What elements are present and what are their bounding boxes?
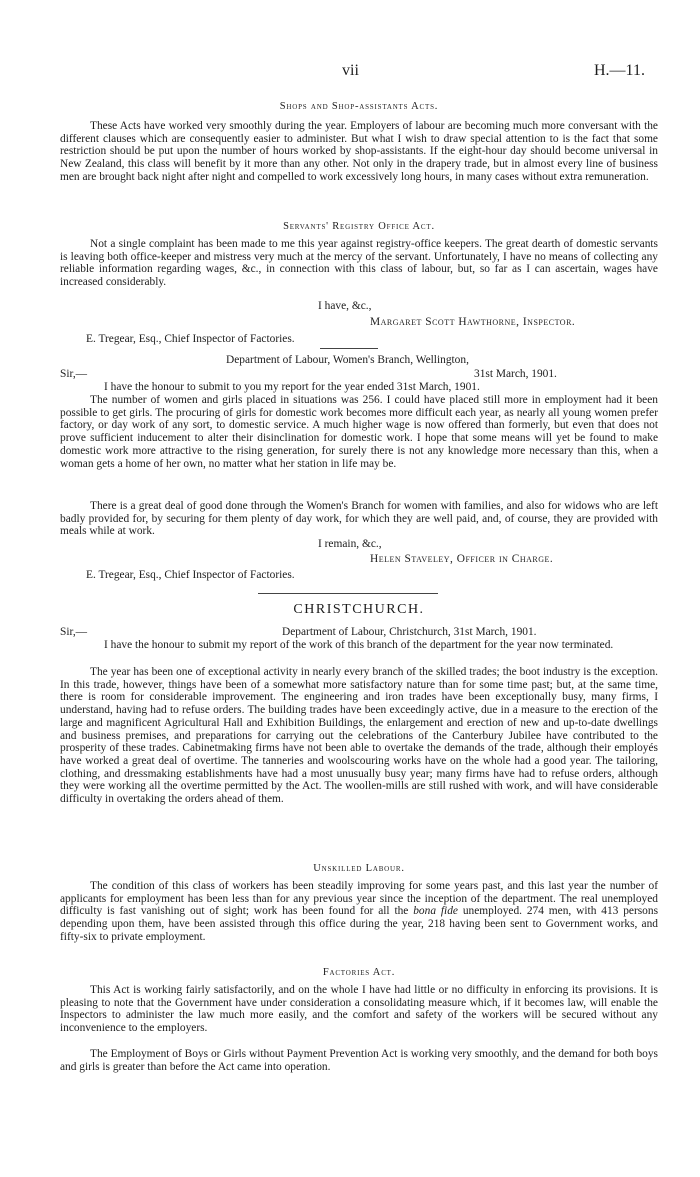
christchurch-p2: The year has been one of exceptional activity in nearly every branch of the skilled trades; the boot industry is the exception. In this trade, however, things have been of a somewhat more satisfactory nature than for some time past; but, at the same time, there is room for considerable improvement. The engineering and iron trades have been exceptionally busy, many firms, I understand, having had to refuse orders. The building trades have been exceedingly active, due in a measure to the erection of the large and magnificent Agricultural Hall and Exhibition Buildings, the enlargement and erection of new and up-to-date dwellings and business premises, and preparations for carrying out the celebrations of the Canterbury Jubilee have contributed to the prosperity of these trades. Cabinetmaking firms have not been able to overtake the demands of the trade, although their employés have worked a great deal of overtime. The tanneries and woolscouring works have on the whole had a good year. The tailoring, clothing, and dressmaking establishments have had a most unusually busy year; many firms have had to refuse orders, although they were working all the overtime permitted by the Act. The woollen-mills are still rushed with work, and will have considerable difficulty in overtaking the orders ahead of them. xyxy=(60,666,658,806)
christchurch-p1: I have the honour to submit my report of the work of this branch of the department for the year now terminated. xyxy=(104,639,614,651)
womens-branch-salutation: Sir,— xyxy=(60,368,88,380)
womens-branch-date: 31st March, 1901. xyxy=(474,368,557,380)
signatory-staveley: Helen Staveley, Officer in Charge. xyxy=(370,553,554,565)
addressee-1: E. Tregear, Esq., Chief Inspector of Factories. xyxy=(86,333,295,345)
christchurch-dept: Department of Labour, Christchurch, 31st March, 1901. xyxy=(282,626,537,638)
unskilled-text-b: unemployed. 274 men, with 413 persons depending upon them, have been assisted through this office during the year, 218 having been sent to Government works, and fifty-six to private employment. xyxy=(60,905,658,943)
christchurch-heading: CHRISTCHURCH. xyxy=(293,602,425,617)
servants-heading: Servants' Registry Office Act. xyxy=(283,221,435,232)
factories-p1: This Act is working fairly satisfactorily, and on the whole I have had little or no difficulty in enforcing its provisions. It is pleasing to note that the Government have under consideration a consolidating measure which, if it becomes law, will enable the Inspectors to administer the law much more easily, and the comfort and safety of the workers will be secured without any inconvenience to the employers. xyxy=(60,984,658,1035)
womens-branch-p3: There is a great deal of good done through the Women's Branch for women with families, and also for widows who are left badly provided for, by securing for them plenty of day work, for which they are well paid, and, of course, they are provided with meals while at work. xyxy=(60,500,658,538)
addressee-2: E. Tregear, Esq., Chief Inspector of Factories. xyxy=(86,569,295,581)
unskilled-italic: bona fide xyxy=(413,905,458,918)
womens-branch-p2: The number of women and girls placed in situations was 256. I could have placed still more in employment had it been possible to get girls. The procuring of girls for domestic work becomes more difficult each year, as nearly all young women prefer factory, or day work of any sort, to domestic service. A much higher wage is now offered than formerly, but even that does not prove sufficient inducement to alter their disinclination for domestic work. I hope that some means will yet be found to make domestic work more attractive to the rising generation, for surely there is not any knowledge more necessary than this, when a woman gets a home of her own, no matter what her station in life may be. xyxy=(60,394,658,470)
page-number: vii xyxy=(342,62,359,79)
womens-branch-dept: Department of Labour, Women's Branch, Wellington, xyxy=(226,354,469,366)
servants-paragraph: Not a single complaint has been made to me this year against registry-office keepers. The great dearth of domestic servants is leaving both office-keeper and mistress very much at the mercy of the servant. Unfortunately, I have no means of collecting any reliable information regarding wages, &c., in connection with this class of labour, but, so far as I can ascertain, wages have increased considerably. xyxy=(60,238,658,289)
factories-heading: Factories Act. xyxy=(322,967,396,978)
section-divider-2 xyxy=(258,593,438,594)
signoff-remain: I remain, &c., xyxy=(318,538,382,550)
womens-branch-p1: I have the honour to submit to you my report for the year ended 31st March, 1901. xyxy=(104,381,480,393)
section-divider xyxy=(320,348,378,349)
signatory-hawthorne: Margaret Scott Hawthorne, Inspector. xyxy=(370,316,576,328)
unskilled-heading: Unskilled Labour. xyxy=(313,863,405,874)
parliamentary-paper-ref: H.—11. xyxy=(594,62,645,79)
christchurch-salutation: Sir,— xyxy=(60,626,88,638)
shops-heading: Shops and Shop-assistants Acts. xyxy=(279,101,439,112)
shops-paragraph: These Acts have worked very smoothly during the year. Employers of labour are becoming much more conversant with the different clauses which are consequently easier to administer. But what I wish to draw special attention to is the fact that some restriction should be put upon the number of hours worked by shop-assistants. If the eight-hour day should become universal in New Zealand, this class will benefit by it more than any other. Not only in the drapery trade, but in almost every line of business men are brought back night after night and compelled to work excessively long hours, in many cases without extra remuneration. xyxy=(60,120,658,183)
signoff-have: I have, &c., xyxy=(318,300,372,312)
unskilled-paragraph xyxy=(60,880,658,944)
factories-p2: The Employment of Boys or Girls without Payment Prevention Act is working very smoothly, and the demand for both boys and girls is greater than before the Act came into operation. xyxy=(60,1048,658,1073)
unskilled-text-a: The condition of this class of workers has been steadily improving for some years past, and this last year the number of applicants for employment has been less than for any previous year since the inception of the department. The real unemployed difficulty is fast vanishing out of sight; work has been found for all the xyxy=(60,880,658,918)
